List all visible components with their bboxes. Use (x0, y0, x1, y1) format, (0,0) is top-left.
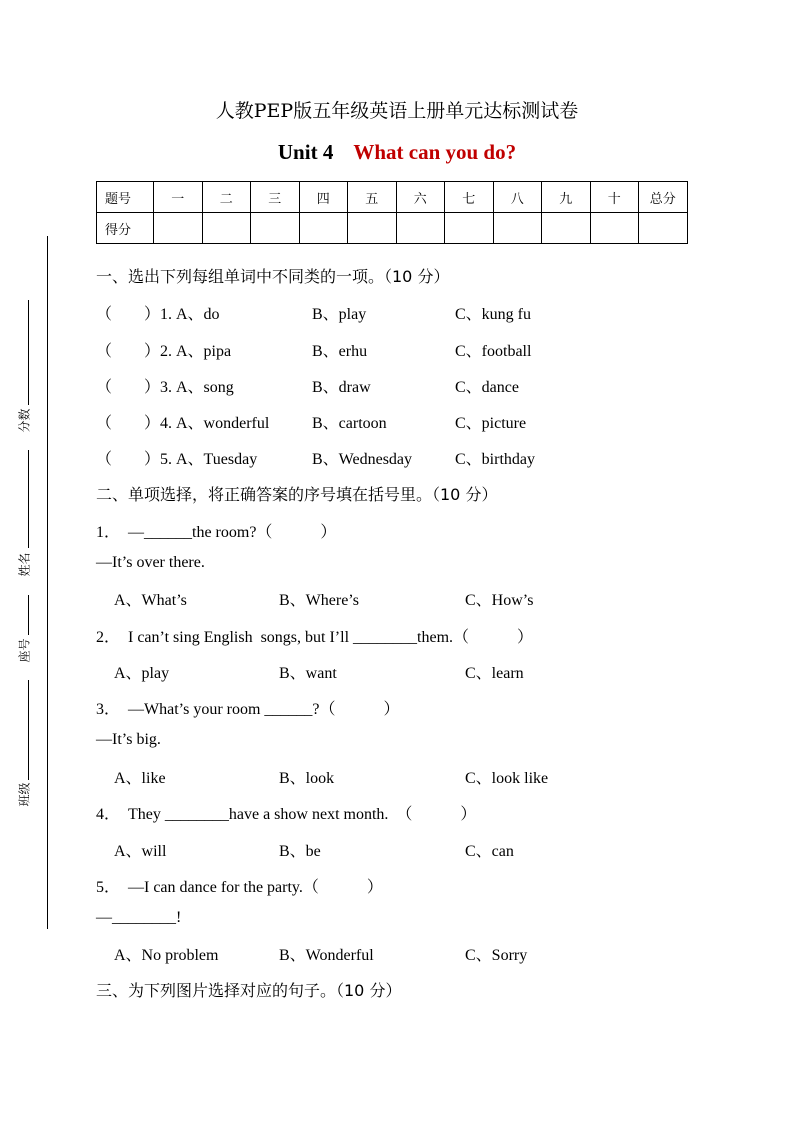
s2-q2-a: A、play (114, 665, 170, 682)
s1-q5: （ ）5. A、Tuesday (96, 451, 258, 468)
score-cell: 二 (202, 182, 251, 213)
s2-q4-b: B、be (279, 843, 321, 860)
score-blank[interactable] (590, 213, 639, 244)
s1-q4: （ ）4. A、wonderful (96, 415, 270, 432)
score-cell: 三 (251, 182, 300, 213)
s2-q5-answer: —________! (96, 909, 182, 926)
s1-q5-b: B、Wednesday (312, 451, 413, 468)
score-table-header-row (97, 182, 688, 213)
score-cell: 七 (445, 182, 494, 213)
s1-q1-b: B、play (312, 306, 367, 323)
binding-margin-rule (47, 236, 48, 929)
score-cell: 九 (542, 182, 591, 213)
score-blank[interactable] (639, 213, 688, 244)
score-row-label: 得分 (97, 213, 154, 244)
section2-heading: 二、单项选择，将正确答案的序号填在括号里。（10 分） (96, 485, 498, 504)
s2-q2-c: C、learn (465, 665, 524, 682)
s1-q5-c: C、birthday (455, 451, 535, 468)
s2-q5-b: B、Wonderful (279, 947, 374, 964)
class-blank-line (28, 680, 29, 780)
s2-q5: 5． —I can dance for the party.（ ） (96, 879, 383, 896)
s2-q1-c: C、How’s (465, 592, 534, 609)
s1-q4-c: C、picture (455, 415, 527, 432)
s1-q2: （ ）2. A、pipa (96, 343, 232, 360)
score-blank[interactable] (251, 213, 300, 244)
s2-q2: 2． I can’t sing English songs, but I’ll ________them.（ ） (96, 629, 534, 646)
score-cell: 题号 (97, 182, 154, 213)
score-cell: 四 (299, 182, 348, 213)
s1-q1: （ ）1. A、do (96, 306, 220, 323)
section3-heading: 三、为下列图片选择对应的句子。（10 分） (96, 981, 402, 1000)
unit-title: What can you do? (353, 140, 517, 164)
s2-q4-a: A、will (114, 843, 167, 860)
s2-q2-b: B、want (279, 665, 337, 682)
side-label-name: 姓名 (17, 552, 32, 577)
s2-q3-b: B、look (279, 770, 335, 787)
page-title: 人教PEP版五年级英语上册单元达标测试卷 (215, 100, 579, 122)
s1-q4-b: B、cartoon (312, 415, 387, 432)
seat-blank-line (28, 595, 29, 635)
score-cell: 总分 (639, 182, 688, 213)
score-blank[interactable] (202, 213, 251, 244)
s2-q4: 4． They ________have a show next month. （ ） (96, 806, 477, 823)
score-cell: 八 (493, 182, 542, 213)
s2-q5-c: C、Sorry (465, 947, 528, 964)
score-blank[interactable] (445, 213, 494, 244)
score-cell: 一 (154, 182, 203, 213)
s2-q1-answer: —It’s over there. (96, 554, 205, 571)
score-cell: 六 (396, 182, 445, 213)
name-blank-line (28, 450, 29, 548)
s2-q3-answer: —It’s big. (96, 731, 161, 748)
score-table-score-row (97, 213, 688, 244)
score-blank[interactable] (348, 213, 397, 244)
s1-q3-c: C、dance (455, 379, 519, 396)
score-cell: 十 (590, 182, 639, 213)
s2-q3-c: C、look like (465, 770, 549, 787)
s1-q3: （ ）3. A、song (96, 379, 234, 396)
s2-q4-c: C、can (465, 843, 514, 860)
s2-q3-a: A、like (114, 770, 166, 787)
section1-heading: 一、选出下列每组单词中不同类的一项。（10 分） (96, 267, 450, 286)
s1-q3-b: B、draw (312, 379, 371, 396)
s1-q2-c: C、football (455, 343, 532, 360)
s2-q1-a: A、What’s (114, 592, 187, 609)
s1-q1-c: C、kung fu (455, 306, 532, 323)
s2-q1-b: B、Where’s (279, 592, 359, 609)
score-cell: 五 (348, 182, 397, 213)
unit-number: Unit 4 (277, 140, 334, 164)
score-blank-line (28, 300, 29, 405)
score-table (96, 181, 688, 244)
side-label-class: 班级 (17, 782, 32, 807)
side-label-seat: 座号 (17, 638, 32, 663)
s1-q2-b: B、erhu (312, 343, 368, 360)
s2-q5-a: A、No problem (114, 947, 219, 964)
score-blank[interactable] (154, 213, 203, 244)
score-blank[interactable] (396, 213, 445, 244)
side-label-score: 分数 (17, 408, 32, 433)
score-blank[interactable] (299, 213, 348, 244)
s2-q1: 1． —______the room?（ ） (96, 524, 337, 541)
unit-heading (0, 140, 794, 165)
s2-q3: 3． —What’s your room ______?（ ） (96, 701, 400, 718)
score-blank[interactable] (493, 213, 542, 244)
score-blank[interactable] (542, 213, 591, 244)
